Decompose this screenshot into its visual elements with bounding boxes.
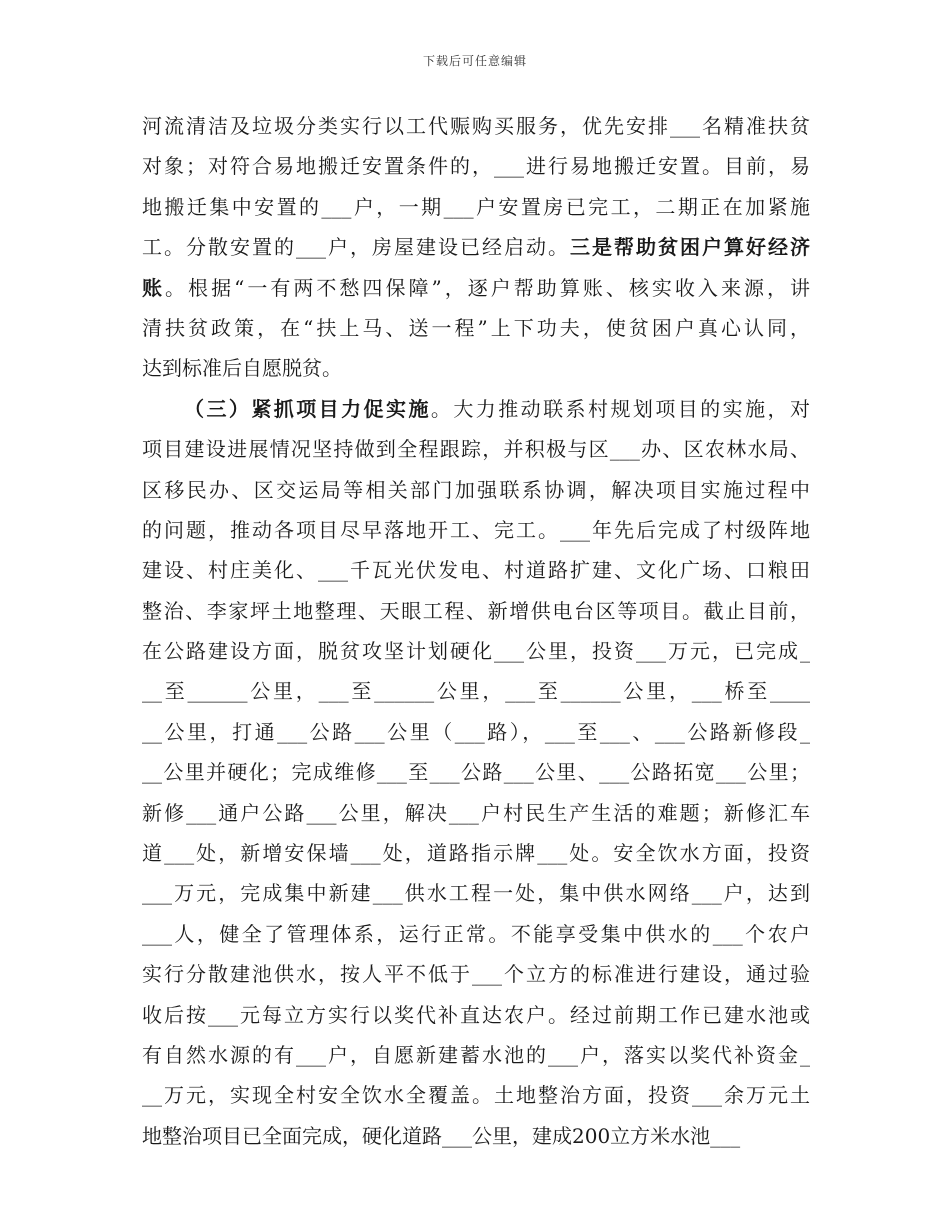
text-line <box>142 793 810 833</box>
text-run: 有自然水源的有___户，自愿新建蓄水池的___户，落实以奖代补资金_ <box>142 1042 810 1067</box>
bold-heading-run: 三是帮助贫困户算好经济 <box>570 235 810 260</box>
text-line <box>142 227 810 267</box>
text-line <box>142 1035 810 1075</box>
text-run: 整治、李家坪土地整理、天眼工程、新增供电台区等项目。截止目前， <box>142 598 810 623</box>
text-run: __公里并硬化；完成维修___至___公路___公里、___公路拓宽___公里； <box>142 760 810 785</box>
text-line <box>142 146 810 186</box>
text-run: __万元，实现全村安全饮水全覆盖。土地整治方面，投资___余万元土 <box>142 1083 810 1108</box>
text-line <box>142 1075 810 1115</box>
text-line <box>142 510 810 550</box>
text-run: __至______公里，___至______公里，___至______公里，___桥至____ <box>142 679 810 704</box>
text-line <box>142 712 810 752</box>
text-run: 项目建设进展情况坚持做到全程跟踪，并积极与区___办、区农林水局、 <box>142 437 810 462</box>
text-run: 新修___通户公路___公里，解决___户村民生产生活的难题；新修汇车 <box>142 800 810 825</box>
page-header: 下载后可任意编辑 <box>422 54 527 68</box>
text-line <box>142 873 810 913</box>
text-run: 地搬迁集中安置的___户，一期___户安置房已完工，二期正在加紧施 <box>142 194 810 219</box>
text-run: 区移民办、区交运局等相关部门加强联系协调，解决项目实施过程中 <box>142 477 810 502</box>
text-run: 建设、村庄美化、___千瓦光伏发电、村道路扩建、文化广场、口粮田 <box>142 558 810 583</box>
text-run: ___万元，完成集中新建___供水工程一处，集中供水网络___户，达到 <box>142 881 810 906</box>
text-run: 在公路建设方面，脱贫攻坚计划硬化___公里，投资___万元，已完成_ <box>142 639 810 664</box>
text-run: 清扶贫政策，在“扶上马、送一程”上下功夫，使贫困户真心认同， <box>142 315 810 340</box>
text-run: 地整治项目已全面完成，硬化道路___公里，建成200立方米水池___ <box>142 1123 741 1148</box>
text-line <box>142 591 810 631</box>
text-run: 。大力推动联系村规划项目的实施，对 <box>430 396 811 421</box>
text-run: 道___处，新增安保墙___处，道路指示牌___处。安全饮水方面，投资 <box>142 841 810 866</box>
bold-heading-run: 账 <box>142 275 166 300</box>
text-line <box>142 995 810 1035</box>
text-line <box>142 631 810 671</box>
text-line <box>142 429 810 469</box>
section-heading-line <box>142 389 810 429</box>
section-heading: （三）紧抓项目力促实施 <box>184 396 431 421</box>
text-run: 收后按___元每立方实行以奖代补直达农户。经过前期工作已建水池或 <box>142 1002 810 1027</box>
text-run: __公里，打通___公路___公里（___路），___至___、___公路新修段_ <box>142 719 810 744</box>
text-run: 的问题，推动各项目尽早落地开工、完工。___年先后完成了村级阵地 <box>142 517 810 542</box>
text-line <box>142 308 810 348</box>
text-run: 对象；对符合易地搬迁安置条件的，___进行易地搬迁安置。目前，易 <box>142 154 810 179</box>
text-line <box>142 550 810 590</box>
text-line <box>142 914 810 954</box>
text-run: 达到标准后自愿脱贫。 <box>142 356 342 381</box>
text-run: ___人，健全了管理体系，运行正常。不能享受集中供水的___个农户 <box>142 921 810 946</box>
text-line <box>142 268 810 308</box>
text-line <box>142 1116 810 1156</box>
text-run: 实行分散建池供水，按人平不低于___个立方的标准进行建设，通过验 <box>142 962 810 987</box>
text-line <box>142 187 810 227</box>
paragraph-last-line <box>142 348 810 388</box>
text-run: 工。分散安置的___户，房屋建设已经启动。 <box>142 235 570 260</box>
text-line <box>142 752 810 792</box>
text-line <box>142 671 810 711</box>
text-line <box>142 833 810 873</box>
text-run: 。根据“一有两不愁四保障”，逐户帮助算账、核实收入来源，讲 <box>165 275 811 300</box>
text-line <box>142 470 810 510</box>
text-run: 河流清洁及垃圾分类实行以工代赈购买服务，优先安排___名精准扶贫 <box>142 114 810 138</box>
text-line <box>142 106 810 146</box>
document-body <box>142 106 810 1156</box>
text-line <box>142 954 810 994</box>
